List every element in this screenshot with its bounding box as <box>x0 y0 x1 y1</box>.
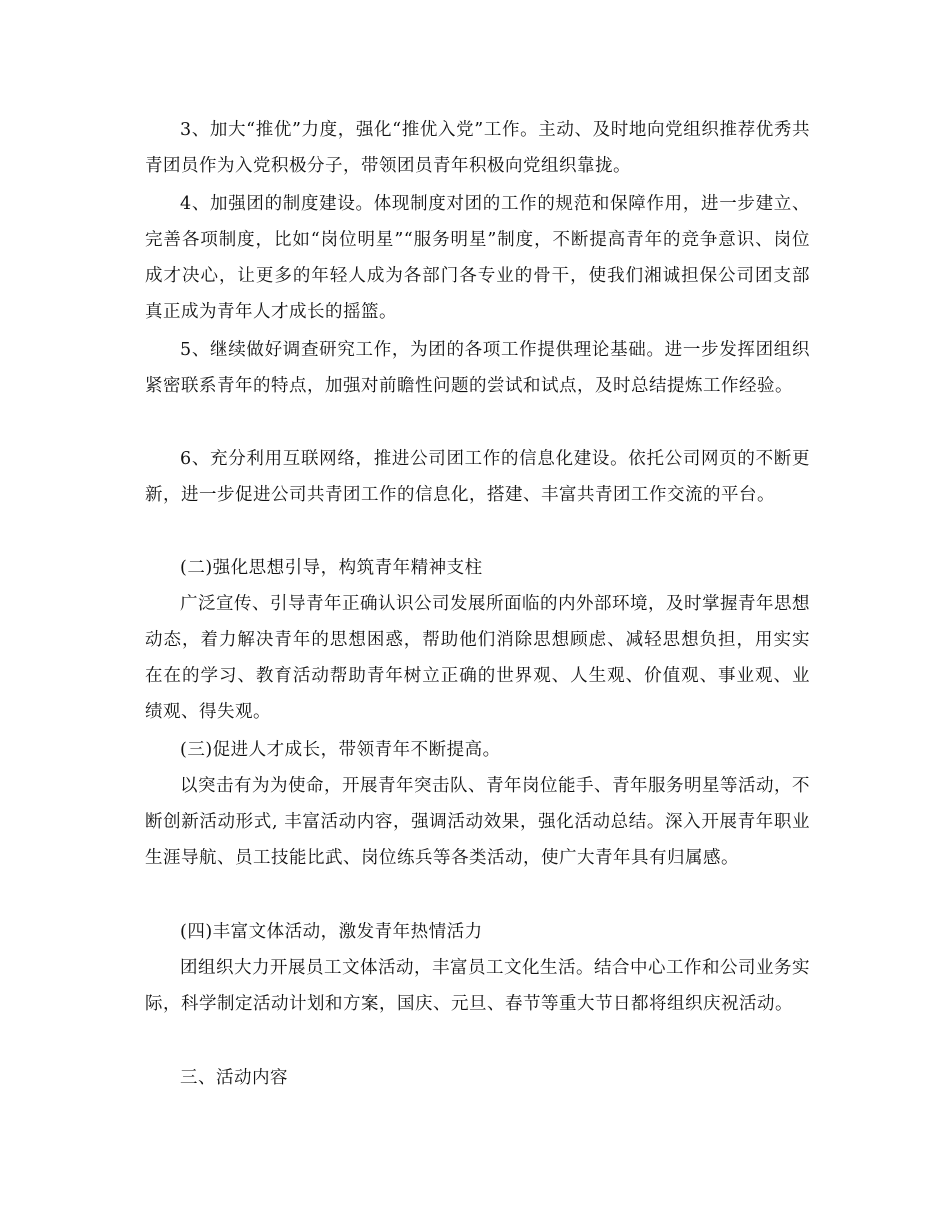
section-heading-cultural-activities: (四)丰富文体活动，激发青年热情活力 <box>180 922 483 942</box>
section-heading-talent-growth: (三)促进人才成长，带领青年不断提高。 <box>180 740 501 760</box>
paragraph-research-work: 5、继续做好调查研究工作，为团的各项工作提供理论基础。进一步发挥团组织紧密联系青年的特点，加强对前瞻性问题的尝试和试点，及时总结提炼工作经验。 <box>145 340 810 396</box>
section-heading-activity-content: 三、活动内容 <box>180 1068 288 1088</box>
paragraph-system-building: 4、加强团的制度建设。体现制度对团的工作的规范和保障作用，进一步建立、完善各项制度，比如“岗位明星”“服务明星”制度，不断提高青年的竞争意识、岗位成才决心，让更多的年轻人成为各部门各专业的骨干，使我们湘诚担保公司团支部真正成为青年人才成长的摇篮。 <box>145 194 810 322</box>
section-heading-thought-guidance: (二)强化思想引导，构筑青年精神支柱 <box>180 558 483 578</box>
paragraph-thought-guidance: 广泛宣传、引导青年正确认识公司发展所面临的内外部环境，及时掌握青年思想动态，着力解决青年的思想困惑，帮助他们消除思想顾虑、减轻思想负担，用实实在在的学习、教育活动帮助青年树立正确的世界观、人生观、价值观、事业观、业绩观、得失观。 <box>145 594 810 722</box>
paragraph-recommend-excellent: 3、加大“推优”力度，强化“推优入党”工作。主动、及时地向党组织推荐优秀共青团员作为入党积极分子，带领团员青年积极向党组织靠拢。 <box>145 120 810 176</box>
paragraph-internet-informatization: 6、充分利用互联网络，推进公司团工作的信息化建设。依托公司网页的不断更新，进一步促进公司共青团工作的信息化，搭建、丰富共青团工作交流的平台。 <box>145 449 810 505</box>
paragraph-talent-growth: 以突击有为为使命，开展青年突击队、青年岗位能手、青年服务明星等活动，不断创新活动形式, 丰富活动内容，强调活动效果，强化活动总结。深入开展青年职业生涯导航、员工技能比武、岗位练兵等各类活动，使广大青年具有归属感。 <box>145 776 810 868</box>
paragraph-cultural-activities: 团组织大力开展员工文体活动，丰富员工文化生活。结合中心工作和公司业务实际，科学制定活动计划和方案，国庆、元旦、春节等重大节日都将组织庆祝活动。 <box>145 958 810 1014</box>
